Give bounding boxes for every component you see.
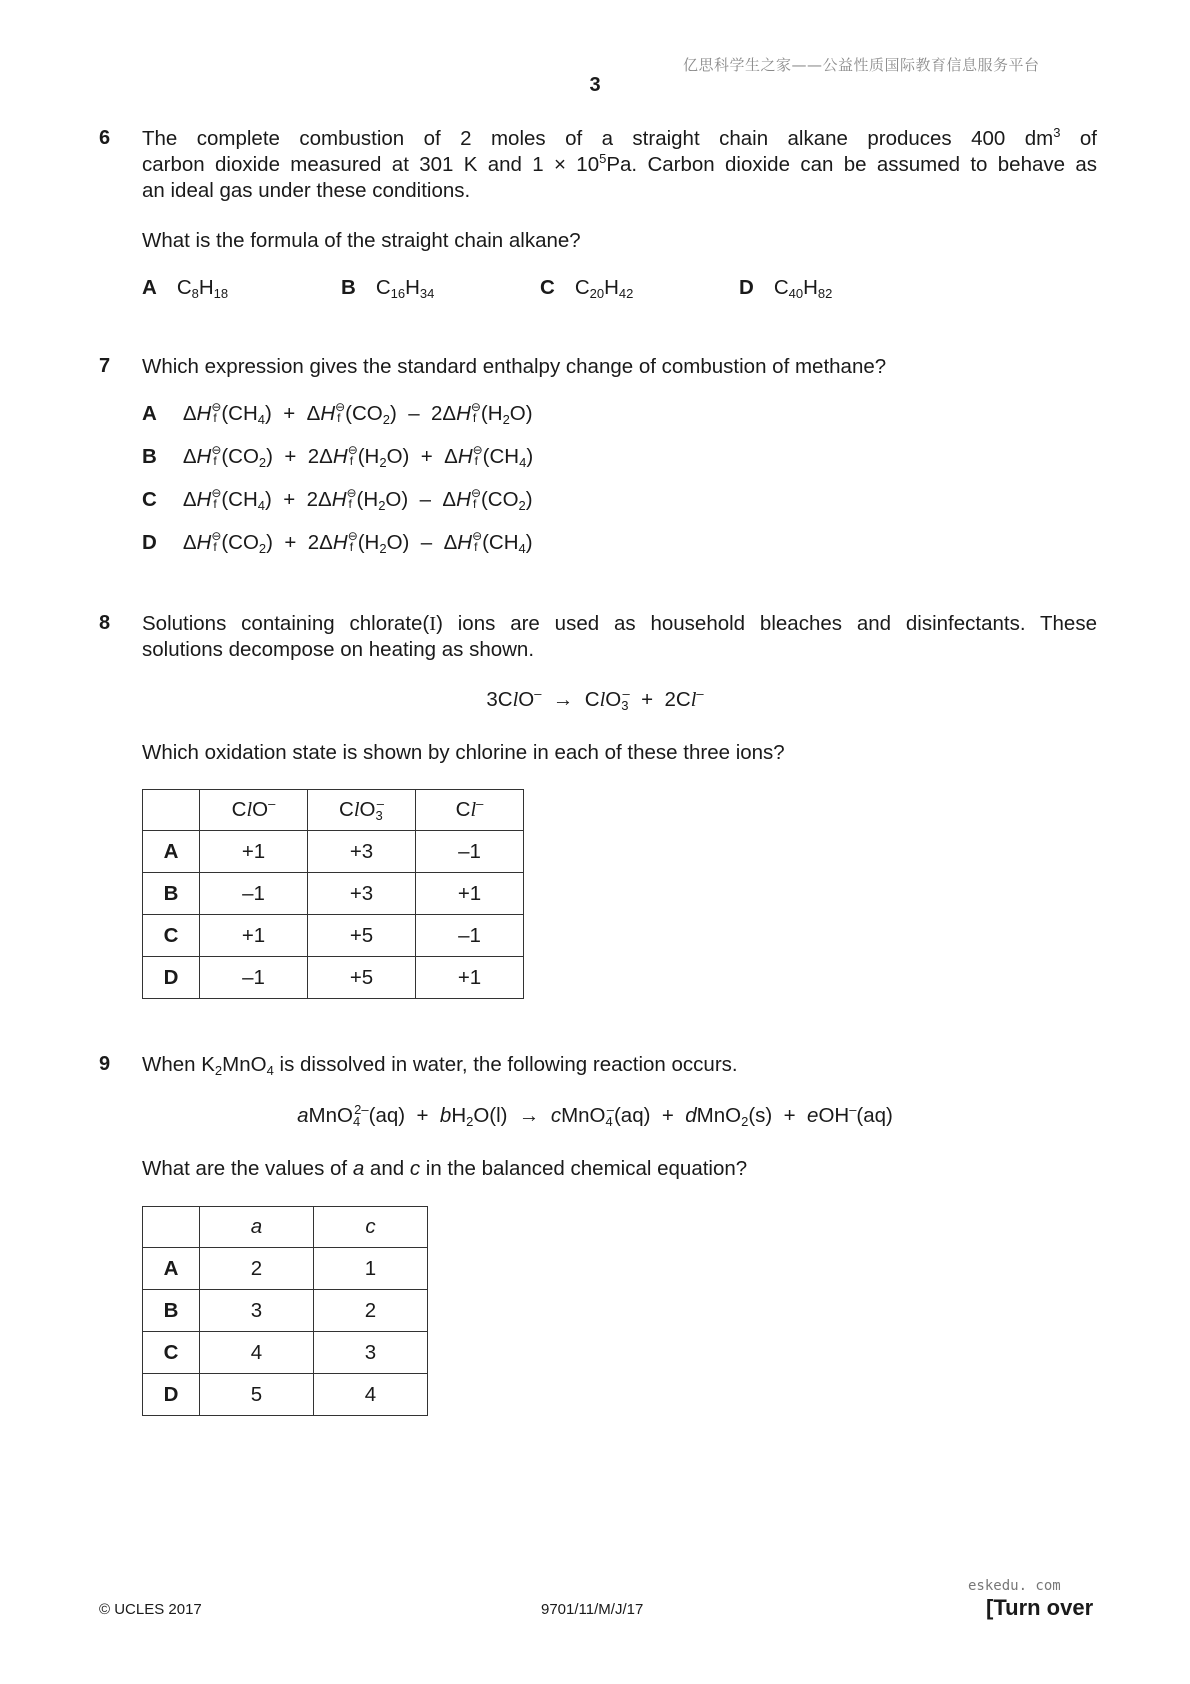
table-cell: +1 bbox=[200, 915, 308, 957]
table-cell: 5 bbox=[200, 1374, 314, 1416]
row-letter: B bbox=[143, 1290, 200, 1332]
enthalpy-term: ΔH ⊖ f $(CH_4)$ bbox=[182, 400, 272, 427]
question-8-stem bbox=[142, 611, 1097, 663]
q7-option-a[interactable] bbox=[142, 402, 533, 426]
q9-answer-table bbox=[142, 1206, 428, 1416]
table-cell: 3 bbox=[314, 1332, 428, 1374]
question-9-stem: When $K_2MnO_4$ is dissolved in water, the following reaction occurs. bbox=[142, 1053, 738, 1078]
q9-header-a: a bbox=[200, 1207, 314, 1248]
table-cell: 2 bbox=[200, 1248, 314, 1290]
operator: – bbox=[408, 402, 420, 425]
question-6-number: 6 bbox=[99, 127, 111, 149]
table-row[interactable] bbox=[143, 831, 524, 873]
enthalpy-term: ΔH ⊖ f $(CH_4)$ bbox=[443, 529, 533, 556]
table-cell: +1 bbox=[200, 831, 308, 873]
table-cell: 4 bbox=[314, 1374, 428, 1416]
table-cell: +3 bbox=[308, 831, 416, 873]
watermark-top: 亿思科学生之家——公益性质国际教育信息服务平台 bbox=[683, 56, 1040, 74]
table-row[interactable] bbox=[143, 873, 524, 915]
option-letter: B bbox=[142, 445, 157, 468]
footer-copyright: © UCLES 2017 bbox=[99, 1601, 202, 1618]
q7-option-d[interactable] bbox=[142, 531, 533, 555]
q6-option-d[interactable]: D $C_{40}H_{82}$ bbox=[739, 276, 833, 301]
table-row[interactable] bbox=[143, 1332, 428, 1374]
table-cell: –1 bbox=[200, 873, 308, 915]
question-8-prompt: Which oxidation state is shown by chlorine in each of these three ions? bbox=[142, 741, 785, 764]
enthalpy-term: 2ΔH ⊖ f $(H_2O)$ bbox=[431, 400, 533, 427]
operator: + bbox=[283, 488, 296, 511]
enthalpy-term: ΔH ⊖ f $(CO_2)$ bbox=[306, 400, 397, 427]
option-letter: C bbox=[142, 488, 157, 511]
enthalpy-term: 2ΔH ⊖ f $(H_2O)$ bbox=[307, 529, 410, 556]
question-9-prompt: What are the values of a and c in the balanced chemical equation? bbox=[142, 1157, 748, 1180]
table-row[interactable] bbox=[143, 957, 524, 999]
q9-header-blank bbox=[143, 1207, 200, 1248]
operator: + bbox=[284, 445, 297, 468]
operator: – bbox=[420, 531, 433, 554]
q6-option-b[interactable]: B $C_{16}H_{34}$ bbox=[341, 276, 435, 301]
page-number: 3 bbox=[589, 74, 601, 96]
table-cell: –1 bbox=[416, 915, 524, 957]
table-row[interactable] bbox=[143, 915, 524, 957]
q7-option-c[interactable] bbox=[142, 488, 533, 512]
q8-line-2: solutions decompose on heating as shown. bbox=[142, 638, 535, 661]
q9-table-header bbox=[143, 1207, 428, 1248]
watermark-bottom: eskedu. com bbox=[968, 1578, 1061, 1594]
row-letter: D bbox=[143, 1374, 200, 1416]
q9-equation: aMnO$_4^{2-}$(aq) + $bH_2O(l)$ → cMnO$_4$–(aq) + dMnO$_2$(s) + eOH–(aq) bbox=[297, 1102, 893, 1129]
q8-line-1: Solutions containing chlorate(I) ions are used as household bleaches and disinfectants. These bbox=[142, 612, 1097, 635]
question-6-options bbox=[142, 276, 942, 306]
table-cell: +5 bbox=[308, 957, 416, 999]
row-letter: C bbox=[143, 1332, 200, 1374]
q6-line-1: The complete combustion of 2 moles of a straight chain alkane produces 400 $dm^3$ of bbox=[142, 125, 1097, 150]
enthalpy-term: ΔH ⊖ f $(CH_4)$ bbox=[444, 443, 534, 470]
q6-option-c[interactable]: C $C_{20}H_{42}$ bbox=[540, 276, 634, 301]
enthalpy-term: 2ΔH ⊖ f $(H_2O)$ bbox=[306, 486, 409, 513]
enthalpy-term: ΔH ⊖ f $(CO_2)$ bbox=[182, 443, 273, 470]
row-letter: D bbox=[143, 957, 200, 999]
table-row[interactable] bbox=[143, 1374, 428, 1416]
table-cell: +5 bbox=[308, 915, 416, 957]
option-letter: D bbox=[142, 531, 157, 554]
q8-header-clo: ClO– bbox=[200, 790, 308, 831]
row-letter: B bbox=[143, 873, 200, 915]
q8-table-header bbox=[143, 790, 524, 831]
table-row[interactable] bbox=[143, 1290, 428, 1332]
q8-equation: 3ClO– → ClO$_3$– + 2Cl– bbox=[486, 686, 704, 713]
row-letter: A bbox=[143, 1248, 200, 1290]
enthalpy-term: ΔH ⊖ f $(CH_4)$ bbox=[182, 486, 272, 513]
table-row[interactable] bbox=[143, 1248, 428, 1290]
operator: – bbox=[419, 488, 432, 511]
q7-option-b[interactable] bbox=[142, 445, 533, 469]
enthalpy-term: ΔH ⊖ f $(CO_2)$ bbox=[442, 486, 533, 513]
question-6-prompt: What is the formula of the straight chain alkane? bbox=[142, 229, 581, 252]
table-cell: +1 bbox=[416, 873, 524, 915]
question-6-stem bbox=[142, 126, 1097, 204]
option-letter: A bbox=[142, 402, 157, 425]
question-9-number: 9 bbox=[99, 1053, 111, 1075]
question-7-number: 7 bbox=[99, 355, 111, 377]
table-cell: 3 bbox=[200, 1290, 314, 1332]
table-cell: 2 bbox=[314, 1290, 428, 1332]
q8-header-blank bbox=[143, 790, 200, 831]
question-7-prompt: Which expression gives the standard enthalpy change of combustion of methane? bbox=[142, 355, 887, 378]
question-8-number: 8 bbox=[99, 612, 111, 634]
table-cell: 4 bbox=[200, 1332, 314, 1374]
operator: + bbox=[283, 402, 296, 425]
q8-answer-table bbox=[142, 789, 524, 999]
row-letter: C bbox=[143, 915, 200, 957]
q6-option-a[interactable]: A $C_8H_{18}$ bbox=[142, 276, 229, 301]
row-letter: A bbox=[143, 831, 200, 873]
q6-line-3: an ideal gas under these conditions. bbox=[142, 179, 471, 202]
q6-line-2: carbon dioxide measured at 301 K and $1 \times 10^5Pa$. Carbon dioxide can be assumed to behave as bbox=[142, 151, 1097, 176]
footer-paper-code: 9701/11/M/J/17 bbox=[541, 1601, 644, 1618]
turn-over: [Turn over bbox=[986, 1595, 1094, 1620]
q8-header-clo3: ClO$_3$– bbox=[308, 790, 416, 831]
enthalpy-term: ΔH ⊖ f $(CO_2)$ bbox=[182, 529, 273, 556]
q9-header-c: c bbox=[314, 1207, 428, 1248]
table-cell: –1 bbox=[200, 957, 308, 999]
operator: + bbox=[284, 531, 297, 554]
q8-header-cl: Cl– bbox=[416, 790, 524, 831]
table-cell: –1 bbox=[416, 831, 524, 873]
operator: + bbox=[420, 445, 433, 468]
table-cell: +1 bbox=[416, 957, 524, 999]
table-cell: +3 bbox=[308, 873, 416, 915]
table-cell: 1 bbox=[314, 1248, 428, 1290]
enthalpy-term: 2ΔH ⊖ f $(H_2O)$ bbox=[307, 443, 410, 470]
